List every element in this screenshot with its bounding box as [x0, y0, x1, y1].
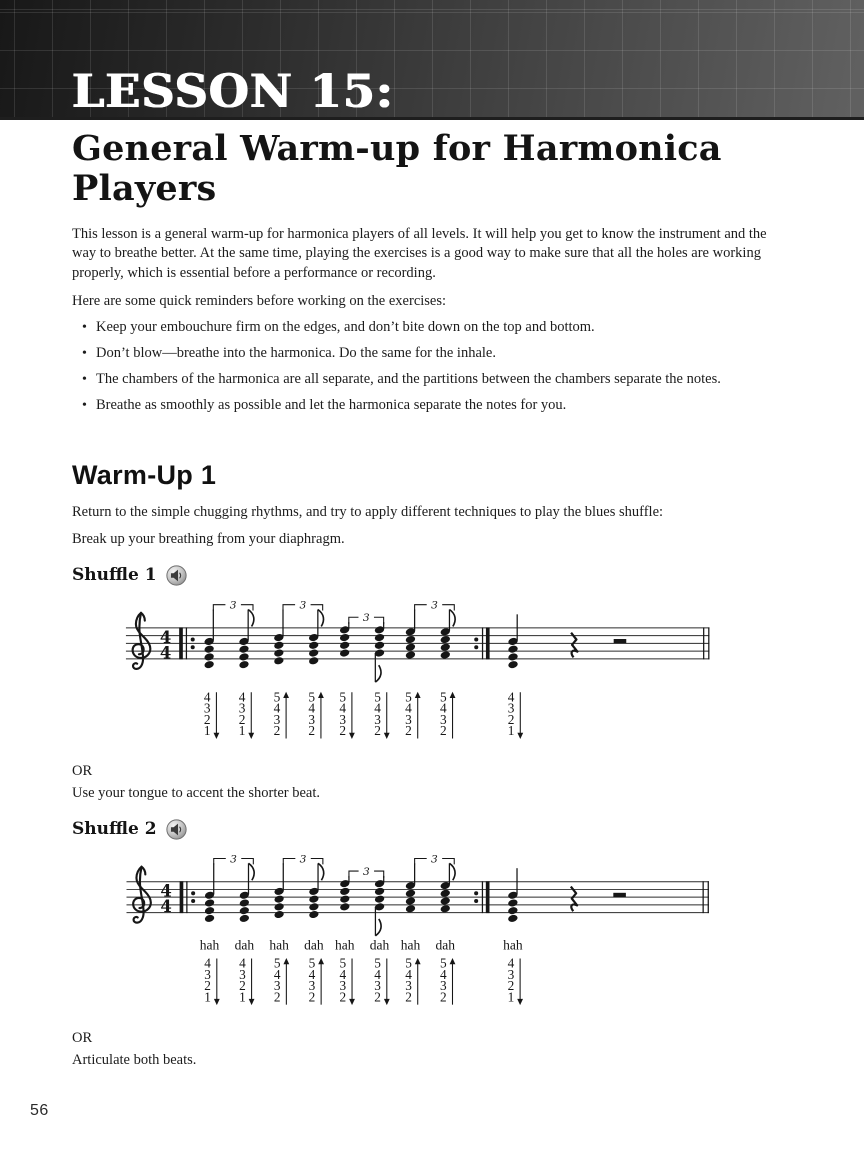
- time-signature: 4: [160, 881, 172, 901]
- shuffle1-label-text: Shuffle 1: [72, 565, 157, 585]
- syllable: dah: [435, 936, 456, 952]
- hole-number: 1: [507, 988, 515, 1004]
- or1-text: Use your tongue to accent the shorter beat.: [72, 785, 321, 801]
- hole-number: 2: [238, 711, 246, 727]
- end-repeat-barline: [486, 881, 490, 913]
- arrow-down-icon: [384, 998, 390, 1004]
- end-repeat-barline: [486, 627, 490, 659]
- begin-repeat-barline: [179, 627, 183, 659]
- half-rest: [613, 892, 626, 896]
- hole-number: 4: [374, 966, 381, 982]
- arrow-down-icon: [384, 732, 390, 738]
- hole-number: 3: [339, 711, 347, 727]
- arrow-down-icon: [214, 732, 220, 738]
- page-content: [0, 129, 844, 1071]
- warmup-line2: Break up your breathing from your diaphragm.: [72, 531, 345, 547]
- music-staff: [124, 591, 724, 748]
- reminder-item: • Keep your embouchure firm on the edges, and don’t bite down on the top and bottom.: [72, 318, 772, 338]
- hole-number: 2: [507, 977, 515, 993]
- hole-number: 5: [405, 688, 412, 704]
- hole-number: 5: [339, 955, 347, 971]
- hole-number: 2: [405, 722, 412, 738]
- hole-number: 2: [405, 988, 412, 1004]
- hole-number: 4: [440, 700, 447, 716]
- quarter-rest: [571, 886, 577, 911]
- or2-text: Articulate both beats.: [72, 1052, 197, 1068]
- time-signature: 4: [159, 642, 172, 662]
- svg-text:3: 3: [299, 598, 307, 612]
- hole-number: 3: [339, 977, 347, 993]
- time-signature: 4: [159, 627, 172, 647]
- hole-number: 3: [308, 711, 316, 727]
- shuffle2-label: [72, 819, 772, 840]
- or1-label: OR: [72, 762, 93, 779]
- hole-number: 1: [238, 722, 246, 738]
- reminder-item: • Don’t blow—breathe into the harmonica. Do the same for the inhale.: [72, 344, 772, 364]
- syllable: hah: [335, 936, 355, 952]
- lesson-number: LESSON 15:: [72, 64, 394, 118]
- hole-number: 3: [308, 977, 316, 993]
- page-number: 56: [30, 1102, 49, 1119]
- arrow-down-icon: [349, 998, 355, 1004]
- arrow-down-icon: [249, 998, 255, 1004]
- hole-number: 4: [405, 700, 412, 716]
- syllable: hah: [503, 936, 523, 952]
- hole-number: 2: [273, 722, 281, 738]
- hole-number: 4: [204, 955, 211, 971]
- hole-number: 5: [308, 955, 316, 971]
- hole-number: 5: [374, 955, 381, 971]
- hole-number: 2: [507, 711, 515, 727]
- hole-number: 3: [374, 977, 381, 993]
- hole-number: 2: [339, 988, 347, 1004]
- warmup-line1: Return to the simple chugging rhythms, and try to apply different techniques to play the blues shuffle:: [72, 503, 664, 520]
- hole-number: 4: [239, 955, 246, 971]
- speaker-icon: [166, 819, 187, 840]
- hole-number: 2: [203, 711, 211, 727]
- hole-number: 4: [308, 966, 316, 982]
- reminders-list: [72, 318, 772, 416]
- hole-number: 3: [405, 711, 412, 727]
- svg-text:3: 3: [230, 851, 237, 865]
- syllable: dah: [234, 936, 255, 952]
- hole-number: 5: [308, 688, 316, 704]
- arrow-up-icon: [318, 691, 324, 697]
- hole-number: 3: [273, 977, 281, 993]
- svg-text:3: 3: [431, 598, 438, 612]
- intro-paragraph: This lesson is a general warm-up for harmonica players of all levels. It will help you get to know the instrument and the way to breathe better. At the same time, playing the exercises is a good way to make sure that all the holes are working properly, which is essential before a performance or recording.: [72, 225, 767, 281]
- hole-number: 4: [439, 966, 447, 982]
- hole-number: 3: [273, 711, 281, 727]
- hole-number: 5: [273, 688, 281, 704]
- hole-number: 5: [439, 955, 447, 971]
- speaker-icon: [166, 565, 187, 586]
- hole-number: 4: [507, 688, 515, 704]
- music-staff: [124, 845, 724, 1015]
- hole-number: 5: [440, 688, 447, 704]
- hole-number: 2: [204, 977, 211, 993]
- syllable: hah: [269, 936, 289, 952]
- hole-number: 3: [204, 966, 211, 982]
- hole-number: 4: [339, 700, 347, 716]
- hole-number: 4: [238, 688, 246, 704]
- hole-number: 2: [374, 722, 381, 738]
- shuffle2-notation: [124, 845, 772, 1015]
- arrow-down-icon: [248, 732, 254, 738]
- hole-number: 2: [339, 722, 347, 738]
- hole-number: 5: [273, 955, 281, 971]
- arrow-up-icon: [450, 691, 456, 697]
- hole-number: 3: [507, 966, 515, 982]
- svg-text:3: 3: [362, 610, 370, 624]
- hole-number: 3: [405, 977, 412, 993]
- reminder-item: • The chambers of the harmonica are all separate, and the partitions between the chambers separate the notes.: [72, 370, 772, 390]
- svg-text:3: 3: [362, 864, 370, 878]
- hole-number: 4: [273, 700, 281, 716]
- warmup-title: Warm-Up 1: [72, 459, 217, 490]
- hole-number: 2: [308, 722, 316, 738]
- svg-text:3: 3: [229, 598, 237, 612]
- arrow-up-icon: [450, 958, 456, 964]
- syllable: dah: [369, 936, 390, 952]
- hole-number: 2: [439, 988, 447, 1004]
- arrow-up-icon: [415, 958, 421, 964]
- arrow-up-icon: [318, 958, 324, 964]
- svg-text:3: 3: [299, 851, 307, 865]
- hole-number: 2: [374, 988, 381, 1004]
- hole-number: 3: [374, 711, 381, 727]
- lesson-header: [0, 0, 864, 120]
- hole-number: 3: [203, 700, 211, 716]
- hole-number: 1: [204, 988, 211, 1004]
- arrow-down-icon: [517, 998, 523, 1004]
- syllable: dah: [304, 936, 324, 952]
- syllable: hah: [199, 936, 220, 952]
- hole-number: 5: [405, 955, 412, 971]
- hole-number: 2: [239, 977, 246, 993]
- time-signature: 4: [160, 896, 172, 916]
- audio-play-icon[interactable]: [166, 565, 187, 586]
- begin-repeat-barline: [180, 881, 184, 913]
- page-title: General Warm-up for Harmonica Players: [72, 128, 722, 210]
- hole-number: 3: [507, 700, 515, 716]
- hole-number: 5: [374, 688, 381, 704]
- hole-number: 4: [507, 955, 515, 971]
- arrow-down-icon: [214, 998, 220, 1004]
- hole-number: 3: [239, 966, 246, 982]
- arrow-up-icon: [415, 691, 421, 697]
- shuffle2-label-text: Shuffle 2: [72, 819, 157, 839]
- hole-number: 3: [439, 977, 447, 993]
- syllable: hah: [400, 936, 421, 952]
- hole-number: 4: [374, 700, 381, 716]
- hole-number: 3: [440, 711, 447, 727]
- half-rest: [614, 639, 627, 643]
- hole-number: 4: [203, 688, 211, 704]
- or2-label: OR: [72, 1029, 93, 1046]
- hole-number: 2: [308, 988, 316, 1004]
- hole-number: 3: [238, 700, 246, 716]
- svg-text:3: 3: [431, 851, 438, 865]
- hole-number: 1: [239, 988, 246, 1004]
- hole-number: 4: [273, 966, 281, 982]
- hole-number: 4: [339, 966, 347, 982]
- arrow-up-icon: [283, 958, 289, 964]
- reminders-intro: Here are some quick reminders before working on the exercises:: [72, 293, 447, 309]
- reminder-item: • Breathe as smoothly as possible and let the harmonica separate the notes for you.: [72, 396, 772, 416]
- audio-play-icon[interactable]: [166, 819, 187, 840]
- arrow-up-icon: [283, 691, 289, 697]
- hole-number: 5: [339, 688, 347, 704]
- arrow-down-icon: [349, 732, 355, 738]
- hole-number: 1: [203, 722, 211, 738]
- hole-number: 2: [440, 722, 447, 738]
- quarter-rest: [571, 632, 577, 657]
- shuffle1-label: [72, 565, 772, 586]
- hole-number: 4: [405, 966, 412, 982]
- hole-number: 4: [308, 700, 316, 716]
- shuffle1-notation: [124, 591, 772, 748]
- hole-number: 2: [273, 988, 281, 1004]
- hole-number: 1: [507, 722, 515, 738]
- arrow-down-icon: [517, 732, 523, 738]
